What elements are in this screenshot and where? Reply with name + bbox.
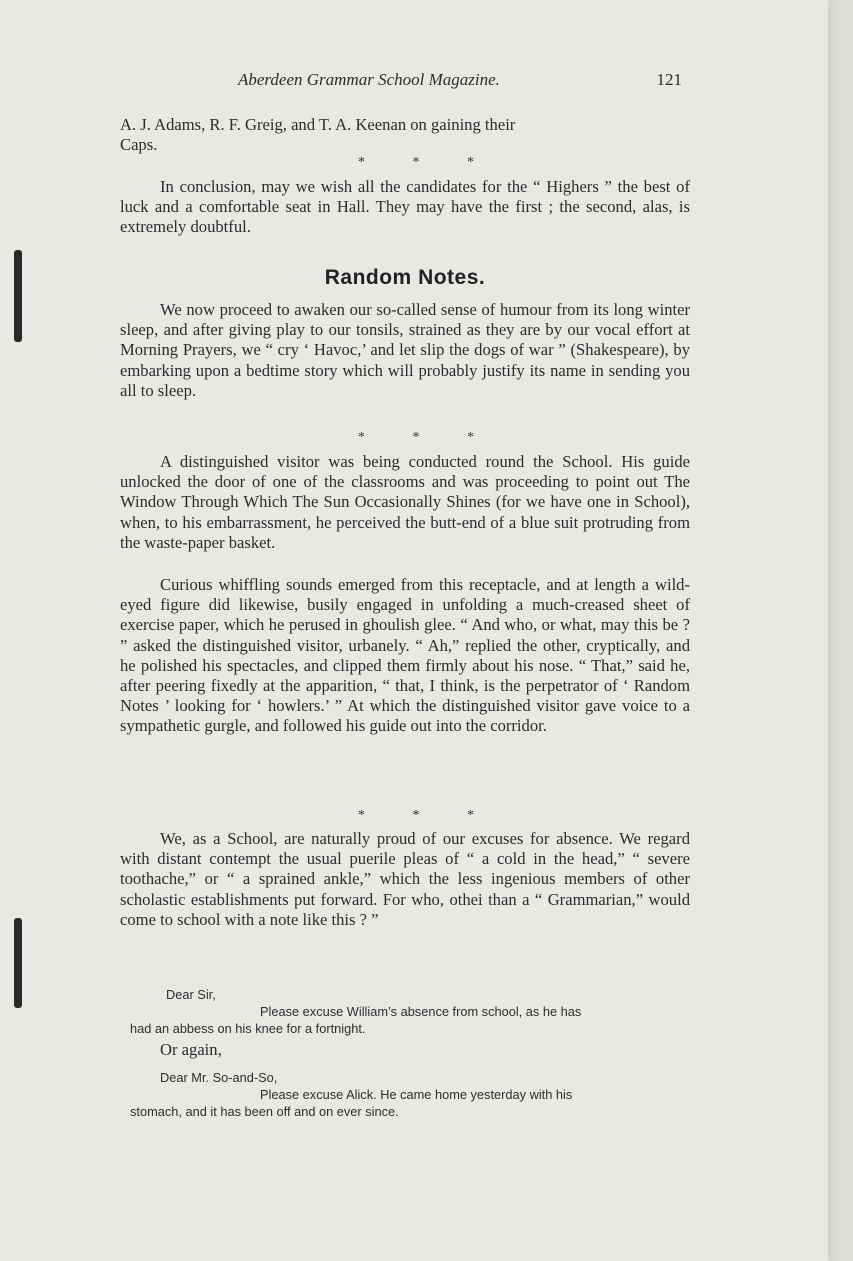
para-3-block: [120, 575, 690, 737]
binding-mark-bottom: [14, 918, 22, 1008]
section-divider-2: * * *: [358, 430, 496, 445]
page-number: 121: [656, 70, 682, 89]
note-2-line-1: Please excuse Alick. He came home yesterday with his: [260, 1087, 573, 1102]
conclusion-paragraph: [120, 177, 690, 238]
paragraph-4: We, as a School, are naturally proud of our excuses for absence. We regard with distant contempt the usual puerile pleas of “ a cold in the head,” “ severe toothache,” or “ a sprained ankle,” which the less ingenious members of other scholastic establishments put forward. For who, othei than a “ Grammarian,” would come to school with a note like this ? ”: [120, 829, 690, 929]
or-again-block: [160, 1040, 690, 1060]
section-heading-wrap: [120, 268, 690, 288]
note-2-salutation: Dear Mr. So-and-So,: [160, 1070, 278, 1085]
running-header: [238, 70, 690, 94]
paragraph-3: Curious whiffling sounds emerged from this receptacle, and at length a wild-eyed figure did likewise, busily engaged in unfolding a much-creased sheet of exercise paper, which he perused in ghoulish glee. “ And who, or what, may this be ? ” asked the distinguished visitor, urbanely. “ Ah,” replied the other, cryptically, and he polished his spectacles, and clipped them firmly about his nose. “ That,” said he, after peering fixedly at the apparition, “ that, I think, is the perpetrator of ‘ Random Notes ’ looking for ‘ howlers.’ ” At which the distinguished visitor gave voice to a sympathetic gurgle, and followed his guide out into the corridor.: [120, 575, 690, 736]
excuse-note-1: [120, 986, 690, 1037]
intro-line-1: A. J. Adams, R. F. Greig, and T. A. Keenan on gaining their: [120, 115, 516, 134]
note-1-line-2: had an abbess on his knee for a fortnight.: [130, 1021, 366, 1036]
intro-line-2: Caps.: [120, 135, 158, 155]
magazine-title: Aberdeen Grammar School Magazine.: [238, 70, 500, 89]
paragraph-2: A distinguished visitor was being conducted round the School. His guide unlocked the door of one of the classrooms and was proceeding to point out The Window Through Which The Sun Occasionally Shines (for we have one in School), when, to his embarrassment, he perceived the butt-end of a blue suit protruding from the waste-paper basket.: [120, 452, 690, 552]
note-2-line-2: stomach, and it has been off and on ever since.: [130, 1104, 399, 1119]
para-1-block: [120, 300, 690, 401]
note-1-line-1: Please excuse William’s absence from school, as he has: [260, 1004, 582, 1019]
excuse-note-2: [120, 1069, 690, 1120]
section-divider-3: * * *: [358, 808, 496, 823]
paragraph-1: We now proceed to awaken our so-called sense of humour from its long winter sleep, and after giving play to our tonsils, strained as they are by our vocal effort at Morning Prayers, we “ cry ‘ Havoc,’ and let slip the dogs of war ” (Shakespeare), by embarking upon a bedtime story which will probably justify its name in sending you all to sleep.: [120, 300, 690, 400]
intro-block: [120, 115, 690, 155]
conclusion-text: In conclusion, may we wish all the candidates for the “ Highers ” the best of luck and a comfortable seat in Hall. They may have the first ; the second, alas, is extremely doubtful.: [120, 177, 690, 237]
para-2-block: [120, 452, 690, 553]
section-divider-1: * * *: [358, 155, 496, 170]
note-1-salutation: Dear Sir,: [166, 987, 216, 1002]
section-title: Random Notes.: [324, 266, 486, 289]
para-4-block: [120, 829, 690, 930]
or-again-text: Or again,: [160, 1040, 222, 1059]
binding-mark-top: [14, 250, 22, 342]
